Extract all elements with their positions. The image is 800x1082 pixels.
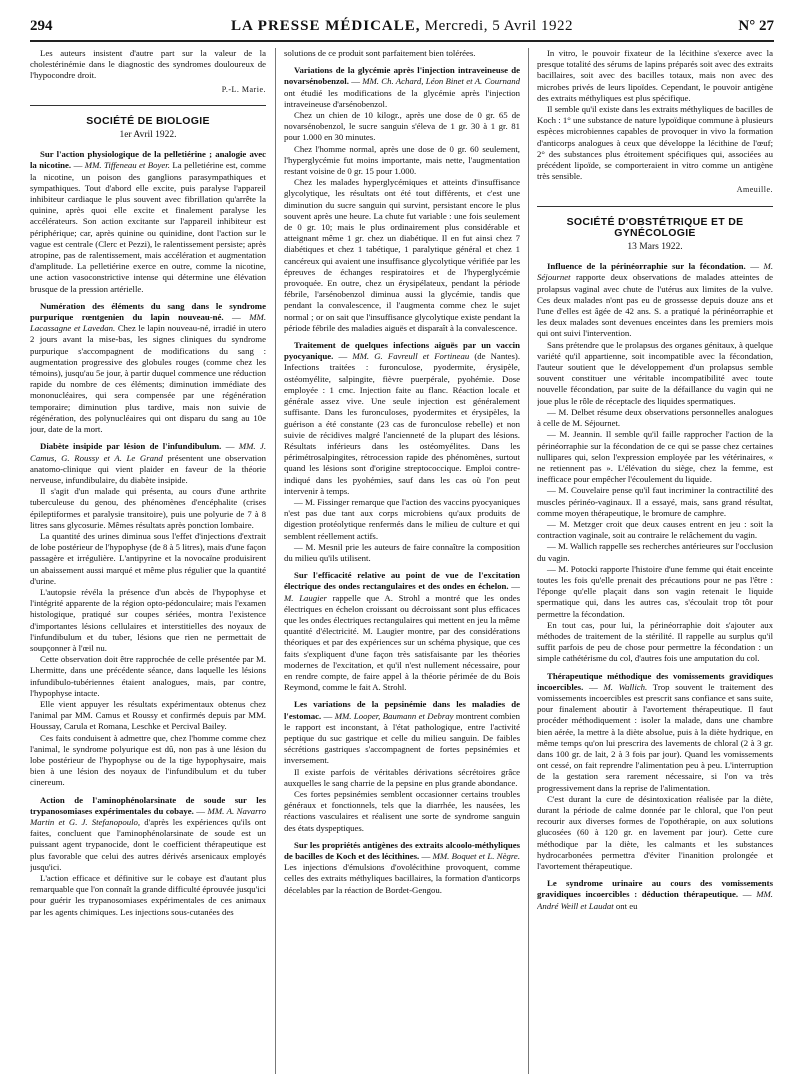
article: Le syndrome urinaire au cours des vomissements gravidiques incoercibles : déduction thérapeutique. — MM. André Weill et Laudat ont eu — [537, 878, 773, 911]
page-header — [30, 18, 774, 42]
paragraph: Chez les malades hyperglycémiques et atteints d'insuffisance glycolytique, les résultats ont été tout différents, et c'est une diminution du sucre sanguin qui survint, persistant encore le plus souvent après une heure. La chute fut variable : une fois seulement de 0 gr. 10; mais le plus ordinairement plus considérable et atteignant même 1 gr. chez un diabétique. Il en fut ainsi chez 7 diabétiques et chez 1 tabétique, 1 paralytique général et chez 1 cancéreux qui avaient une insuffisance glycolytique vérifiée par les épreuves de échanges respiratoires et de l'hyperglycémie provoquée. En outre, chez un érysipélateux, pendant la période fébrile, l'arsénobenzol diminua aussi la glycémie, tandis que pendant la convalescence, il l'augmenta comme chez le sujet normal ; or on sait que l'insuffisance glycolytique existe pendant la période fébrile des maladies aiguës et disparaît à la convalescence. — [284, 177, 520, 333]
article-text: La pelletiérine est, comme la nicotine, un poison des ganglions parasympathiques et sympathiques. Tout d'abord elle excite, puis paralyse l'appareil inhibiteur cardiaque le plus souvent avec fibrillation qu'arrête la quinine, après quoi elle excite et finalement paralyse les accélérateurs. Son action excitante sur l'appareil inhibiteur est périphérique; car, après quinine ou quinidine, dont l'action sur le vague est centrale (Clerc et Pezzi), le ralentissement persiste; après atropine, pas de ralentissement, mais accélération et augmentation d'amplitude. La pelletiérine exerce en outre, comme la nicotine, une action vasoconstrictive intense qui détermine une élévation brusque de la pression artérielle. — [30, 160, 266, 294]
article-authors: MM. Ch. Achard, Léon Binet et A. Cournand — [362, 76, 520, 87]
article-authors: MM. André Weill et Laudat — [537, 889, 773, 911]
paragraph: — M. Potocki rapporte l'histoire d'une femme qui était enceinte toutes les fois qu'elle prenait des précautions pour ne pas l'être : l'éponge qu'elle plaçait dans son vagin retenait le liquide spermatique qui, dans les autres cas, s'écoulait trop tôt pour permettre la fécondation. — [537, 563, 773, 619]
article-text: montrent combien le rapport est inconstant, à l'état pathologique, entre l'activité peptique du suc gastrique et celle du milieu sanguin. De faibles sécrétions gastriques s'accompagnent de fortes pepsinémies et inversement. — [284, 710, 520, 766]
paragraph: Ces faits conduisent à admettre que, chez l'homme comme chez l'animal, le syndrome polyurique est dû, non pas à une lésion du lobe postérieur de l'hypophyse ou de la tige hypophysaire, mais bien à une lésion des noyaux de l'infundibulum et du tuber cinereum. — [30, 732, 266, 788]
article-title: Diabète insipide par lésion de l'infundibulum. — [40, 441, 222, 452]
paragraph: En tout cas, pour lui, la périnéorraphie doit s'ajouter aux méthodes de traitement de la stérilité. Il rappelle au surplus qu'il suffit parfois de peu de chose pour permettre la fécondation : un simple cathétérisme du col, d'autres fois une amputation du col. — [537, 619, 773, 664]
paragraph: — M. Mesnil prie les auteurs de faire connaître la composition du milieu qu'ils utilisent. — [284, 541, 520, 563]
article: Diabète insipide par lésion de l'infundibulum. — MM. J. Camus, G. Roussy et A. Le Grand présentent une observation anatomo-clinique qui vient plaider en faveur de la théorie nerveuse, infundibulaire, du diabète insipide. — [30, 441, 266, 485]
paragraph: Les auteurs insistent d'autre part sur la valeur de la cholestérinémie dans le diagnostic des syndromes douloureux de l'hypocondre droit. — [30, 48, 266, 81]
section-date: 1er Avril 1922. — [119, 130, 177, 141]
journal-name: LA PRESSE MÉDICALE, — [231, 18, 421, 34]
article: Traitement de quelques infections aiguës par un vaccin pyocyanique. — MM. G. Favreull et Fortineau (de Nantes). Infections traitées : furonculose, pyodermite, érysipèle, ostéomyélite, salpingite, fièvre puerpérale, pyohémie. Dose employée : 1 cmc. Injection faite au flanc. Réaction locale et générale assez vive. Une seule injection est généralement suffisante. Dans les furonculoses, pyodermites et érysipèles, la guérison a été constante (23 cas de furonculose rebelle) et non suivie de récidives malgré l'ancienneté de la plupart des lésions. Résultats inférieurs dans les ostéomyélites. Dans les périmétrosalpingites, rétrocession rapide des phénomènes, surtout quand les lésions sont d'origine streptococcique. Emploi contre-indiqué dans les pyohémies, sauf dans les cas où l'on peut intervenir à temps. — [284, 340, 520, 496]
section-date: 13 Mars 1922. — [627, 242, 683, 253]
column-right — [537, 48, 773, 1074]
article-text: d'après les expériences qu'ils ont faites, concluent que l'aminophénolarsinate de soude est un puissant agent trypanocide, dont le coefficient thérapeutique est plus favorable que celui des autres dérivés arsenicaux employés jusqu'ici. — [30, 817, 266, 872]
paragraph-text: M. Wallich rappelle ses recherches antérieures sur l'occlusion du vagin. — [537, 541, 773, 563]
paragraph: Sans prétendre que le prolapsus des organes génitaux, à quelque variété qu'il appartienne, soit incompatible avec la fécondation, l'auteur soutient que le développement d'un prolapsus semble souvent constituer une véritable incompatibilité avec toute nouvelle fécondation, par suite de la défaillance du vagin qui ne joue plus le rôle de réceptacle des liquides spermatiques. — [537, 339, 773, 406]
article-title: Thérapeutique méthodique des vomissements gravidiques incoercibles. — [537, 670, 773, 692]
article-authors: MM. Boquet et L. Nègre. — [432, 851, 520, 862]
article-title: Sur les propriétés antigènes des extraits alcoolo-méthyliques de bacilles de Koch et des lécithines. — [284, 839, 520, 862]
paragraph-text: M. Mesnil prie les auteurs de faire connaître la composition du milieu qu'ils utilisent. — [284, 541, 520, 563]
article-authors: M. Laugier — [284, 592, 327, 603]
paragraph: Ces fortes pepsinémies semblent occasionner certains troubles généraux et fonctionnels, tels que la diarrhée, les nausées, les réactions vasculaires et réalisent une sorte de syndrome sanguin des états dyspeptiques. — [284, 789, 520, 833]
article-text: Les injections d'émulsions d'ovolécithine provoquent, comme celles des extraits méthyliques bacillaires, la formation d'anticorps décelables par la réaction de Bordet-Gengou. — [284, 862, 520, 895]
article-authors: MM. Looper, Baumann et Debray — [334, 710, 454, 721]
paragraph: Chez un chien de 10 kilogr., après une dose de 0 gr. 65 de novarsénobenzol, le sucre sanguin s'éleva de 1 gr. 30 à 1 gr. 81 pour 1.000 en 30 minutes. — [284, 110, 520, 143]
section-heading: SOCIÉTÉ DE BIOLOGIE — [86, 114, 210, 127]
article-text: rappelle que A. Strohl a montré que les ondes électriques en échelon croissant ou décroissant sont plus efficaces que les ondes électriques rectangulaires qui mettent en jeu la même quantité d'électricité. M. Laugier montre, par des considérations théoriques et par des expériences sur un schéma physique, que ces faits s'expliquent d'une façon très satisfaisante par les théories modernes de l'excitation, et qu'il n'est nullement nécessaire, pour en rendre compte, de faire appel à la théorie périmée de du Bois Reymond, comme le fait A. Strohl. — [284, 592, 520, 693]
article-text: Trop souvent le traitement des vomissements incoercibles est prescrit sans confiance et sans suite, pour finalement aboutir à l'avortement thérapeutique. Il faut procéder méthodiquement : isoler la malade, dans une chambre bien aérée, la mettre à la diète absolue, puis à la diète hydrique, en même temps qu'on lui prescrira des lavements de chloral (2 à 3 gr. dans 100 gr. de lait, 2 à 3 fois par jour). Quand les vomissements ont cessé, on fait reprendre l'alimentation peu à peu. L'interruption de la gestation sera rarement nécessaire, si l'on va très progressivement dans la reprise de l'alimentation. — [537, 681, 773, 793]
paragraph-text: M. Delbet résume deux observations personnelles analogues à celle de M. Séjournet. — [537, 406, 773, 429]
article-title: Action de l'aminophénolarsinate de soude sur les trypanosomiases expérimentales du cobaye. — [30, 794, 266, 816]
column-divider — [528, 48, 529, 1074]
article: Variations de la glycémie après l'injection intraveineuse de novarsénobenzol. — MM. Ch. Achard, Léon Binet et A. Cournand ont étudié les modifications de la glycémie après l'injection intraveineuse d'arsénobenzol. — [284, 65, 520, 109]
section-heading: SOCIÉTÉ D'OBSTÉTRIQUE ET DE GYNÉCOLOGIE — [566, 215, 744, 239]
column-divider — [275, 48, 276, 1074]
article-authors: M. Séjournet — [537, 261, 773, 283]
article: Sur l'efficacité relative au point de vue de l'excitation électrique des ondes rectangulaires et des ondes en échelon. — M. Laugier rappelle que A. Strohl a montré que les ondes électriques en échelon croissant ou décroissant sont plus efficaces que les ondes électriques rectangulaires qui mettent en jeu la même quantité d'électricité. M. Laugier montre, par des considérations théoriques et par des expériences sur un schéma physique, que ces faits s'expliquent d'une façon très satisfaisante par les théories modernes de l'excitation, et qu'il n'est nullement nécessaire, pour en rendre compte, de faire appel à la théorie périmée de du Bois Reymond, comme le fait A. Strohl. — [284, 570, 520, 693]
journal-title — [30, 18, 774, 35]
article: Sur l'action physiologique de la pelletiérine ; analogie avec la nicotine. — MM. Tiffeneau et Boyer. La pelletiérine est, comme la nicotine, un poison des ganglions parasympathiques et sympathiques. Tout d'abord elle excite, puis paralyse l'appareil inhibiteur cardiaque le plus souvent avec fibrillation qu'arrête la quinine, après quoi elle excite et finalement paralyse les accélérateurs. Son action excitante sur l'appareil inhibiteur est périphérique; car, après quinine ou quinidine, dont l'action sur le vague est centrale (Clerc et Pezzi), le ralentissement persiste; après atropine, pas de ralentissement, mais accélération et augmentation d'amplitude. La pelletiérine exerce en outre, comme la nicotine, une action vasoconstrictive intense qui détermine une élévation brusque de la pression artérielle. — [30, 149, 266, 294]
article-text: ont étudié les modifications de la glycémie après l'injection intraveineuse d'arsénobenzol. — [284, 87, 520, 109]
column-left — [30, 48, 266, 1074]
issue-number: N° 27 — [738, 18, 774, 34]
article: Thérapeutique méthodique des vomissements gravidiques incoercibles. — M. Wallich. Trop souvent le traitement des vomissements incoercibles est prescrit sans confiance et sans suite, pour finalement aboutir à l'avortement thérapeutique. Il faut procéder méthodiquement : isoler la malade, dans une chambre bien aérée, la mettre à la diète absolue, puis à la diète hydrique, en même temps qu'on lui prescrira des lavements de chloral (2 à 3 gr. dans 100 gr. de lait, 2 à 3 fois par jour). Quand les vomissements ont cessé, on fait reprendre l'alimentation peu à peu. L'interruption de la gestation sera rarement nécessaire, si l'on va très progressivement dans la reprise de l'alimentation. — [537, 670, 773, 793]
page-number: 294 — [30, 18, 53, 34]
paragraph: — M. Wallich rappelle ses recherches antérieures sur l'occlusion du vagin. — [537, 541, 773, 563]
article-title: Sur l'efficacité relative au point de vue de l'excitation électrique des ondes rectangulaires et des ondes en échelon. — [284, 570, 520, 592]
article-title: Variations de la glycémie après l'injection intraveineuse de novarsénobenzol. — [284, 65, 520, 87]
article-text: présentent une observation anatomo-clinique qui vient plaider en faveur de la théorie nerveuse, infundibulaire, du diabète insipide. — [30, 452, 266, 485]
article: Action de l'aminophénolarsinate de soude sur les trypanosomiases expérimentales du cobaye. — MM. A. Navarro Martin et G. J. Stefanopoulo, d'après les expériences qu'ils ont faites, concluent que l'aminophénolarsinate de soude est un puissant agent trypanocide, dont le coefficient thérapeutique est plus favorable que celui des autres dérivés arsenicaux employés jusqu'ici. — [30, 794, 266, 872]
article-text: ont eu — [615, 900, 638, 911]
article: Numération des éléments du sang dans le syndrome purpurique rœntgenien du lapin nouveau-né. — MM. Lacassagne et Lavedan. Chez le lapin nouveau-né, irradié in utero 2 jours avant la mise-bas, les signes cliniques du syndrome purpurique s'accompagnent de modifications du sang : augmentation progressive des globules rouges (comme chez les témoins), jusqu'au 5e jour, à partir duquel commence une réduction rapide du nombre de ces éléments; diminution immédiate des mononucléaires, qui sera compensée par une régénération temporaire; diminution plus tardive, mais non suivie de régénération, des polynucléaires qui ont disparu du sang au 10e jour, date de la mort. — [30, 300, 266, 435]
paragraph: Il existe parfois de véritables dérivations sécrétoires grâce auxquelles le sang charrie de la pepsine en plus grande abondance. — [284, 766, 520, 788]
paragraph-text: M. Couvelaire pense qu'il faut incriminer la contractilité des muscles périnéo-vaginaux. Il a essayé, mais, sans grand résultat, comme moyen thérapeutique, le bromure de camphre. — [537, 485, 773, 518]
article-authors: MM. Lacassagne et Lavedan. — [30, 312, 266, 334]
paragraph-text: M. Metzger croit que deux causes entrent en jeu : soit la contraction vaginale, soit au contraire le relâchement du vagin. — [537, 518, 773, 541]
paragraph: La quantité des urines diminua sous l'effet d'injections d'extrait de lobe postérieur de l'hypophyse (de 8 à 5 litres), mais d'une façon passagère et irrégulière. L'antipyrine et la novocaïne produisirent un abaissement aussi marqué et même plus régulier que la quantité d'urine. — [30, 530, 266, 586]
paragraph: — M. Jeannin. Il semble qu'il faille rapprocher l'action de la périnéorraphie sur la fécondation de ce qui se passe chez certaines nullipares qui, selon l'expression employée par les vétérinaires, « ne retiennent pas ». L'élévation du siège, chez la femme, est inefficace pour empêcher l'écoulement du liquide. — [537, 429, 773, 485]
paragraph-text: M. Potocki rapporte l'histoire d'une femme qui était enceinte toutes les fois qu'elle prenait des précautions pour ne pas l'être : l'éponge qu'elle plaçait dans son vagin retenait le liquide spermatique qui, dans les autres cas, s'écoulait trop tôt pour permettre la fécondation. — [537, 563, 773, 619]
article-text: (de Nantes). Infections traitées : furonculose, pyodermite, érysipèle, ostéomyélite, salpingite, fièvre puerpérale, pyohémie. Dose employée : 1 cmc. Injection faite au flanc. Réaction locale et générale assez vive. Une seule injection est généralement suffisante. Dans les furonculoses, pyodermites et érysipèles, la guérison a été constante (23 cas de furonculose rebelle) et non suivie de récidives malgré l'ancienneté de la plupart des lésions. Résultats inférieurs dans les ostéomyélites. Dans les périmétrosalpingites, rétrocession rapide des phénomènes, surtout quand les lésions sont d'origine streptococcique. Emploi contre-indiqué dans les pyohémies, sauf dans les cas où l'on peut intervenir à temps. — [284, 351, 520, 496]
article-authors: MM. G. Favreull et Fortineau — [352, 351, 470, 362]
article-authors: MM. Tiffeneau et Boyer. — [84, 160, 170, 171]
paragraph: L'autopsie révéla la présence d'un abcès de l'hypophyse et l'intégrité apparente de la région opto-pédonculaire; mais l'examen histologique, pratiqué sur coupes sériées, montra l'existence d'importantes lésions cellulaires et interstitielles des noyaux de l'infundibulum et du tuber, lésions que rien ne permettait de soupçonner à l'œil nu. — [30, 586, 266, 653]
article-title: Sur l'action physiologique de la pelletiérine ; analogie avec la nicotine. — [30, 149, 266, 171]
paragraph: Cette observation doit être rapprochée de celle présentée par M. Lhermitte, dans une précédente séance, dans laquelle les lésions infundibulo-tubériennes étaient analogues, mais, par contre, l'hypophyse intacte. — [30, 654, 266, 698]
article-title: Numération des éléments du sang dans le syndrome purpurique rœntgenien du lapin nouveau-né. — [30, 300, 266, 323]
paragraph: Elle vient appuyer les résultats expérimentaux obtenus chez l'animal par MM. Camus et Roussy et confirmés depuis par MM. Houssay, Carula et Romana, Leschke et Percival Bailey. — [30, 698, 266, 732]
article-title: Le syndrome urinaire au cours des vomissements gravidiques incoercibles : déduction thérapeutique. — [537, 878, 773, 900]
paragraph: Il s'agit d'un malade qui présenta, au cours d'une arthrite tuberculeuse du genou, des phénomènes d'encéphalite (crises épileptiformes et paralysie transitoire), puis une polyurie de 7 à 8 litres sans glycosurie. Mêmes résultats après ponction lombaire. — [30, 486, 266, 530]
paragraph: In vitro, le pouvoir fixateur de la lécithine s'exerce avec la presque totalité des sérums de lapins préparés soit avec des extraits bacillaires, soit avec des bacilles totaux, mais non avec des microbes privés de leurs lipoïdes. Cependant, le pouvoir antigène des extraits méthyliques est plus spécifique. — [537, 48, 773, 103]
signature: P.-L. Marie. — [221, 84, 266, 94]
paragraph: C'est durant la cure de désintoxication réalisée par la diète, durant la période de calme donnée par le chloral, que l'on peut recourir aux diverses formes de l'opothérapie, on aux solutions glucosées (60 à 120 gr. en lavement par jour). Cette cure méthodique par la diète, les calmants et les substances hydrocarbonées permettra d'éviter l'inanition prolongée et l'avortement thérapeutique. — [537, 793, 773, 872]
column-middle — [284, 48, 520, 1074]
signature: Ameuille. — [736, 185, 773, 195]
paragraph: — M. Delbet résume deux observations personnelles analogues à celle de M. Séjournet. — [537, 406, 773, 429]
article-text: Chez le lapin nouveau-né, irradié in utero 2 jours avant la mise-bas, les signes cliniques du syndrome purpurique s'accompagnent de modifications du sang : augmentation progressive des globules rouges (comme chez les témoins), jusqu'au 5e jour, à partir duquel commence une réduction rapide du nombre de ces éléments; diminution immédiate des mononucléaires, qui sera compensée par une régénération temporaire; diminution plus tardive, mais non suivie de régénération, des polynucléaires qui ont disparu du sang au 10e jour, date de la mort. — [30, 323, 266, 435]
article-title: Traitement de quelques infections aiguës par un vaccin pyocyanique. — [284, 340, 520, 362]
article: Influence de la périnéorraphie sur la fécondation. — M. Séjournet rapporte deux observations de malades atteintes de prolapsus vaginal avec chute de l'utérus aux limites de la vulve. Ces deux malades n'ont pas eu de grossesse depuis douze ans et l'une d'elles est âgée de 42 ans. S. a pratiqué la périnéorraphie et les deux malades sont devenues enceintes dans les premiers mois qui ont suivi l'intervention. — [537, 261, 773, 339]
article-text: rapporte deux observations de malades atteintes de prolapsus vaginal avec chute de l'utérus aux limites de la vulve. Ces deux malades n'ont pas eu de grossesse depuis douze ans et l'une d'elles est âgée de 42 ans. S. a pratiqué la périnéorraphie et les deux malades sont devenues enceintes dans les premiers mois qui ont suivi l'intervention. — [537, 272, 773, 339]
article-authors: M. Wallich. — [603, 681, 648, 692]
article-title: Influence de la périnéorraphie sur la fécondation. — [547, 261, 746, 272]
paragraph: L'action efficace et définitive sur le cobaye est d'autant plus remarquable que l'on connaît la grande difficulté éprouvée jusqu'ici pour guérir les trypanosomiases expérimentales de ces animaux par les agents chimiques. Les injections sous-cutanées des — [30, 873, 266, 917]
article-authors: MM. J. Camus, G. Roussy et A. Le Grand — [30, 441, 266, 463]
issue-date: Mercredi, 5 Avril 1922 — [424, 18, 573, 34]
article-authors: MM. A. Navarro Martin et G. J. Stefanopoulo, — [30, 805, 266, 827]
paragraph: solutions de ce produit sont parfaitement bien tolérées. — [284, 48, 476, 58]
article: Les variations de la pepsinémie dans les maladies de l'estomac. — MM. Looper, Baumann et Debray montrent combien le rapport est inconstant, à l'état pathologique, entre l'activité peptique du suc gastrique et celle du milieu sanguin. De faibles sécrétions gastriques s'accompagnent de fortes pepsinémies et inversement. — [284, 699, 520, 766]
article-title: Les variations de la pepsinémie dans les maladies de l'estomac. — [284, 699, 520, 721]
paragraph: Chez l'homme normal, après une dose de 0 gr. 60 seulement, l'hyperglycémie fut moins importante, mais nette, l'augmentation restant voisine de 0 gr. 15 pour 1.000. — [284, 143, 520, 177]
paragraph-text: M. Fissinger remarque que l'action des vaccins pyocyaniques n'est pas due tant aux corps microbiens qu'aux produits de digestion protéolytique renfermés dans le milieu de culture et qui semblent réellement actifs. — [284, 496, 520, 541]
paragraph: Il semble qu'il existe dans les extraits méthyliques de bacilles de Koch : 1° une substance de nature lypoïdique commune à plusieurs espèces microbiennes capables de provoquer in vivo la formation d'anticorps analogues à ceux que développe la lécithine de l'œuf; 2° des substances plus étroitement spécifiques qui, associées au précédent lipoïde, se comporteraient in vitro comme un antigène très sensible. — [537, 104, 773, 182]
section-rule — [537, 206, 773, 207]
article: Sur les propriétés antigènes des extraits alcoolo-méthyliques de bacilles de Koch et des lécithines. — MM. Boquet et L. Nègre. Les injections d'émulsions d'ovolécithine provoquent, comme celles des extraits méthyliques bacillaires, la formation d'anticorps décelables par la réaction de Bordet-Gengou. — [284, 839, 520, 895]
paragraph: — M. Couvelaire pense qu'il faut incriminer la contractilité des muscles périnéo-vaginaux. Il a essayé, mais, sans grand résultat, comme moyen thérapeutique, le bromure de camphre. — [537, 485, 773, 518]
paragraph-text: M. Jeannin. Il semble qu'il faille rapprocher l'action de la périnéorraphie sur la fécondation de ce qui se passe chez certaines nullipares qui, selon l'expression employée par les vétérinaires, « ne retiennent pas ». L'élévation du siège, chez la femme, est inefficace pour empêcher l'écoulement du liquide. — [537, 429, 773, 485]
section-rule — [30, 105, 266, 106]
paragraph: — M. Metzger croit que deux causes entrent en jeu : soit la contraction vaginale, soit au contraire le relâchement du vagin. — [537, 518, 773, 541]
paragraph: — M. Fissinger remarque que l'action des vaccins pyocyaniques n'est pas due tant aux corps microbiens qu'aux produits de digestion protéolytique renfermés dans le milieu de culture et qui semblent réellement actifs. — [284, 496, 520, 541]
